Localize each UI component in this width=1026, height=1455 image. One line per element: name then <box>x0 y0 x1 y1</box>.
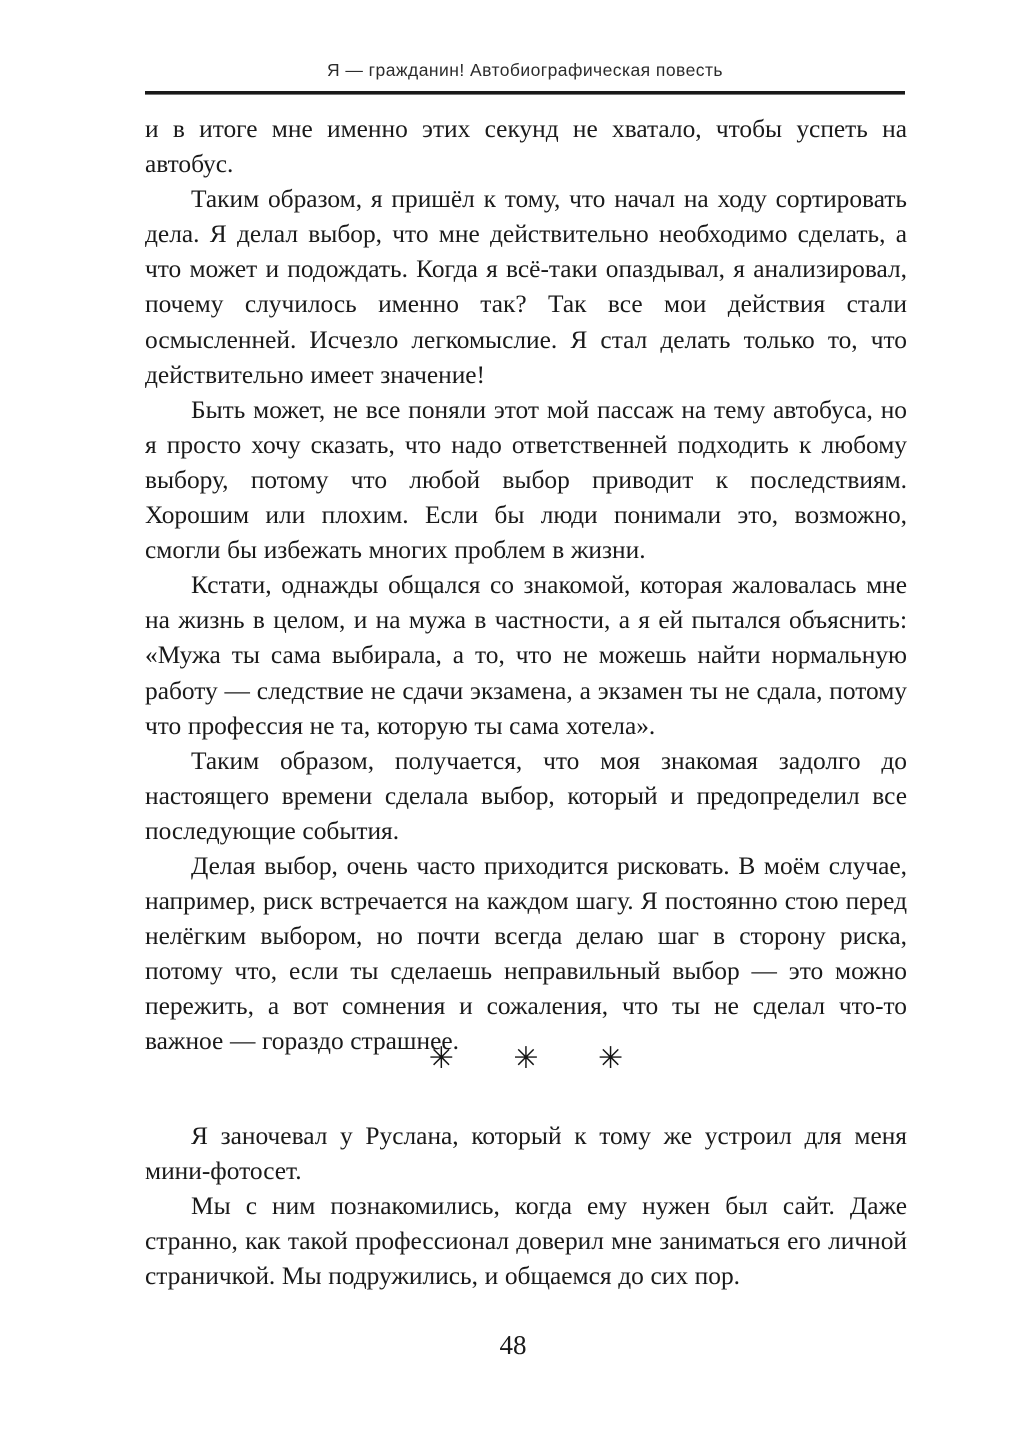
paragraph: и в итоге мне именно этих секунд не хватало, чтобы успеть на автобус. <box>145 115 907 179</box>
body-text-block-second-section <box>145 1119 907 1294</box>
paragraph: Кстати, однажды общался со знакомой, которая жаловалась мне на жизнь в целом, и на мужа в частности, а я ей пытался объяснить: «Мужа ты сама выбирала, а то, что не можешь найти нормальную работу — следствие не сдачи экзамена, а экзамен ты не сдала, потому что профессия не та, которую ты сама хотела». <box>145 571 907 740</box>
paragraph: Таким образом, я пришёл к тому, что начал на ходу сортировать дела. Я делал выбор, что мне действительно необходимо сделать, а что может и подождать. Когда я всё-таки опаздывал, я анализировал, почему случилось именно так? Так все мои действия стали осмысленней. Исчезло легкомыслие. Я стал делать только то, что действительно имеет значение! <box>145 185 907 389</box>
running-head: Я — гражданин! Автобиографическая повесть <box>327 60 723 80</box>
section-divider-asterisks: ✳ ✳ ✳ <box>428 1042 650 1075</box>
paragraph: Мы с ним познакомились, когда ему нужен был сайт. Даже странно, как такой профессионал доверил мне заниматься его личной страничкой. Мы подружились, и общаемся до сих пор. <box>145 1192 907 1291</box>
paragraph: Я заночевал у Руслана, который к тому же устроил для меня мини-фотосет. <box>145 1122 907 1186</box>
paragraph: Таким образом, получается, что моя знакомая задолго до настоящего времени сделала выбор, который и предопределил все последующие события. <box>145 746 907 845</box>
paragraph: Делая выбор, очень часто приходится рисковать. В моём случае, например, риск встречается на каждом шагу. Я постоянно стою перед нелёгким выбором, но почти всегда делаю шаг в сторону риска, потому что, если ты сделаешь неправильный выбор — это можно пережить, а вот сомнения и сожаления, что ты не сделал что-то важное — гораздо страшнее. <box>145 851 907 1056</box>
page-number: 48 <box>499 1330 527 1360</box>
paragraph: Быть может, не все поняли этот мой пассаж на тему автобуса, но я просто хочу сказать, что надо ответственней подходить к любому выбору, потому что любой выбор приводит к последствиям. Хорошим или плохим. Если бы люди понимали это, возможно, смогли бы избежать многих проблем в жизни. <box>145 395 907 565</box>
header-rule <box>145 91 905 95</box>
body-text-block <box>145 112 907 1060</box>
